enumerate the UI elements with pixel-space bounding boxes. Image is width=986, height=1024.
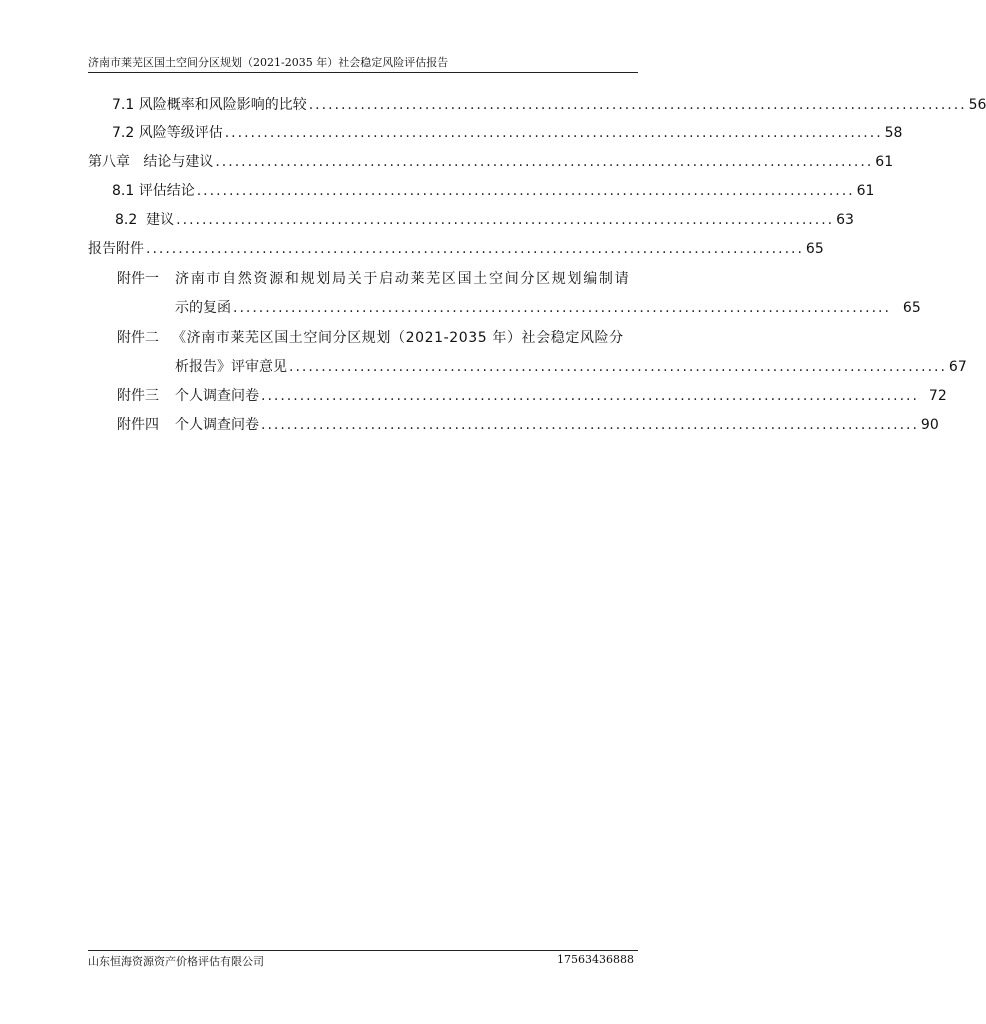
toc-label: 第八章 结论与建议: [88, 154, 214, 170]
toc-page-number: 72: [928, 388, 947, 404]
toc-entry[interactable]: [0, 151, 894, 173]
toc-entry-appendix-2-line1[interactable]: [0, 327, 724, 349]
leader-dots: ......................................................................................................: [146, 241, 804, 257]
leader-dots: ......................................................................................................: [261, 388, 919, 404]
toc-page-number: 90: [920, 417, 939, 433]
leader-dots: ......................................................................................................: [224, 125, 883, 141]
toc-page-number: 65: [805, 241, 824, 257]
toc-label: 报告附件: [88, 241, 144, 257]
toc-page-number: 67: [948, 359, 967, 375]
toc-entry-appendix-3[interactable]: [0, 385, 947, 407]
toc-label: 《济南市莱芜区国土空间分区规划（2021-2035 年）社会稳定风险分: [172, 330, 624, 346]
toc-label: 济南市自然资源和规划局关于启动莱芜区国土空间分区规划编制请: [175, 271, 631, 287]
toc-page-number: 61: [856, 183, 875, 199]
leader-dots: ......................................................................................................: [261, 417, 919, 433]
toc-label: 个人调查问卷: [175, 417, 259, 433]
toc-page-number: 63: [836, 212, 854, 228]
appendix-prefix: 附件一: [117, 271, 159, 287]
toc-entry-appendix-1-line2[interactable]: [0, 297, 921, 319]
toc-page-number: 65: [902, 300, 921, 316]
leader-dots: ......................................................................................................: [289, 359, 947, 375]
toc-label: 7.1 风险概率和风险影响的比较: [112, 97, 307, 113]
leader-dots: ......................................................................................................: [176, 212, 835, 228]
footer-company: 山东恒海资源资产价格评估有限公司: [88, 955, 264, 968]
toc-page-number: 61: [875, 154, 894, 170]
toc-entry[interactable]: [0, 209, 854, 231]
toc-entry-appendix-2-line2[interactable]: [0, 356, 967, 378]
appendix-prefix: 附件四: [117, 417, 159, 433]
toc-label: 7.2 风险等级评估: [112, 125, 223, 141]
footer-phone: 17563436888: [557, 953, 634, 966]
appendix-prefix: 附件二: [117, 330, 159, 346]
toc-entry-appendix-4[interactable]: [0, 414, 939, 436]
leader-dots: ......................................................................................................: [233, 300, 891, 316]
toc-label: 示的复函: [175, 300, 231, 316]
leader-dots: ......................................................................................................: [308, 97, 967, 113]
toc-entry[interactable]: [0, 238, 824, 260]
toc-entry[interactable]: [0, 180, 875, 202]
toc-label: 8.1 评估结论: [112, 183, 195, 199]
toc-label: 个人调查问卷: [175, 388, 259, 404]
footer-divider: [88, 950, 638, 951]
toc-label: 析报告》评审意见: [175, 359, 287, 375]
page-header: 济南市莱芜区国土空间分区规划（2021-2035 年）社会稳定风险评估报告: [88, 54, 638, 73]
leader-dots: ......................................................................................................: [196, 183, 855, 199]
toc-label: 8.2 建议: [115, 212, 175, 228]
toc-entry[interactable]: [0, 94, 986, 116]
toc-page-number: 56: [968, 97, 986, 113]
toc-entry-appendix-1-line1[interactable]: [0, 268, 724, 290]
toc-page-number: 58: [884, 125, 903, 141]
toc-entry[interactable]: [0, 122, 903, 144]
leader-dots: ......................................................................................................: [215, 154, 874, 170]
appendix-prefix: 附件三: [117, 388, 159, 404]
